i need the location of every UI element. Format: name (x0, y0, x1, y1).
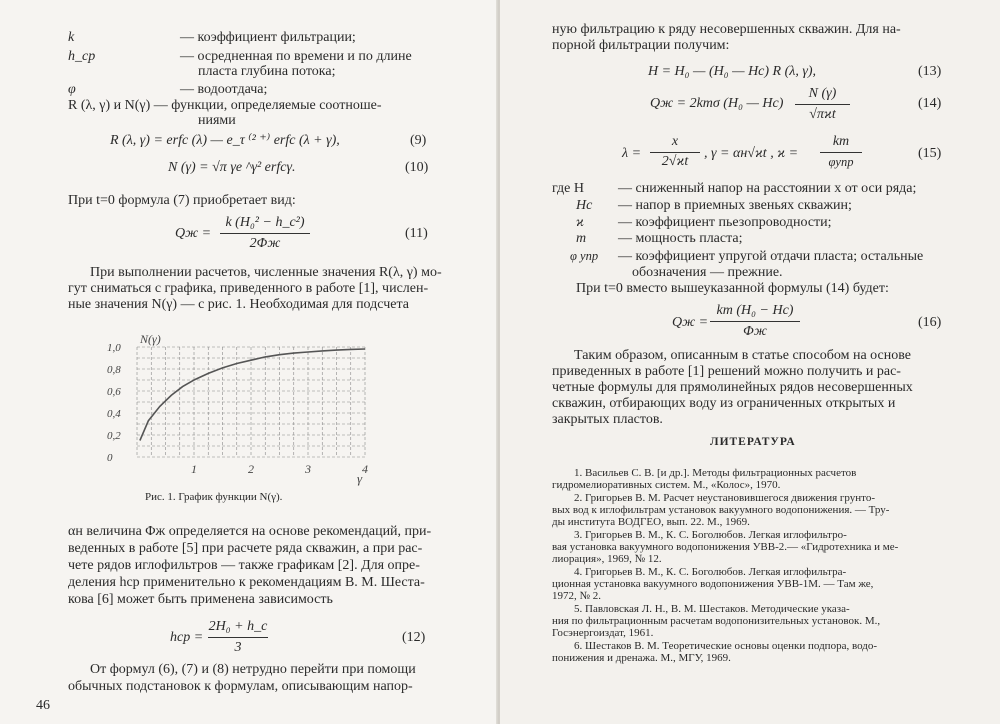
formula-15-lambda: λ = (622, 146, 642, 161)
formula-14-fraction-bar (795, 104, 850, 105)
formula-10: N (γ) = √π γe ^γ² erfcγ. (168, 160, 296, 175)
reference-line: вых вод к иглофильтрам установок вакуумного водопонижения. — Тру- (552, 504, 890, 516)
formula-15-lambda-denominator: 2√ϰt (661, 154, 689, 169)
formula-11-number: (11) (405, 226, 428, 241)
formula-11-numerator: k (H₀² − h_c²) (225, 215, 305, 230)
para3-line1: От формул (6), (7) и (8) нетрудно перейти при помощи (90, 662, 416, 677)
formula-16-left: Qж = (672, 315, 709, 330)
at-t0-text: При t=0 формула (7) приобретает вид: (68, 193, 296, 208)
reference-line: ционная установка вакуумного водопонижения УВВ-1М. — Там же, (552, 578, 874, 590)
formula-14-number: (14) (918, 96, 942, 111)
conclusion-line1: Таким образом, описанным в статье способом на основе (574, 348, 911, 363)
reference-line: 3. Григорьев В. М., К. С. Боголюбов. Легкая иглофильтро- (574, 529, 847, 541)
formula-10-number: (10) (405, 160, 429, 175)
literature-heading: ЛИТЕРАТУРА (710, 436, 796, 448)
def-desc-phi: — водоотдача; (180, 82, 268, 97)
def-desc-k: — коэффициент фильтрации; (180, 30, 356, 45)
reference-line: 5. Павловская Л. Н., В. М. Шестаков. Методические указа- (574, 603, 850, 615)
n-gamma-chart (105, 325, 395, 490)
conclusion-line5: закрытых пластов. (552, 412, 663, 427)
formula-16-number: (16) (918, 315, 942, 330)
where-symbol-phi: φ упр (570, 249, 599, 263)
where-symbol-H: где H (552, 181, 584, 196)
def-symbol-phi: φ (68, 82, 76, 97)
formula-12-left: hср = (170, 630, 204, 645)
n-gamma-curve (140, 349, 365, 441)
formula-16-numerator: km (H₀ − Hc) (716, 303, 794, 318)
formula-15-lambda-numerator: x (671, 134, 679, 149)
chart-y-tick-label: 0,4 (107, 408, 121, 420)
para1-line1: При выполнении расчетов, численные значения R(λ, γ) мо- (90, 265, 442, 280)
functions-line: R (λ, γ) и N(γ) — функции, определяемые соотноше- (68, 98, 382, 113)
reference-line: ния по фильтрационным расчетам водопонизительных установок. М., (552, 615, 881, 627)
chart-xlabel: γ (357, 471, 363, 486)
conclusion-line4: скважин, отбирающих воду из ограниченных открытых и (552, 396, 896, 411)
reference-line: 2. Григорьев В. М. Расчет неустановившегося движения грунто- (574, 492, 875, 504)
where-symbol-Hc: Hc (576, 198, 593, 213)
reference-line: вая установка вакуумного водопонижения УВВ-2.— «Гидротехника и ме- (552, 541, 899, 553)
where-desc-m: — мощность пласта; (618, 231, 743, 246)
formula-15-kappa-denominator: φупр (828, 155, 854, 169)
reference-line: Госэнергоиздат, 1961. (552, 627, 654, 639)
def-desc-hcp-cont: пласта глубина потока; (198, 64, 336, 79)
formula-14-left: Qж = 2kmσ (H₀ — Hc) (650, 96, 784, 111)
where-desc-rest: обозначения — прежние. (632, 265, 783, 280)
formula-11-fraction-bar (220, 233, 310, 234)
where-symbol-m: m (576, 231, 587, 246)
formula-12-numerator: 2H₀ + h_c (208, 619, 268, 634)
where-desc-kappa: — коэффициент пьезопроводности; (618, 215, 832, 230)
formula-14-numerator: N (γ) (808, 86, 837, 101)
right-page (500, 0, 1000, 724)
where-desc-Hc: — напор в приемных звеньях скважин; (618, 198, 852, 213)
left-page (0, 0, 498, 724)
formula-16-denominator: Φж (743, 324, 767, 339)
reference-line: гидромелиоративных систем. М., «Колос», 1970. (552, 479, 781, 491)
formula-9-number: (9) (410, 133, 427, 148)
para1-line3: ные значения N(γ) — с рис. 1. Необходимая для подсчета (68, 297, 409, 312)
where-symbol-kappa: ϰ (576, 215, 584, 230)
formula-13: H = H₀ — (H₀ — Hc) R (λ, γ), (648, 64, 817, 79)
chart-x-tick-label: 3 (305, 462, 311, 476)
figure-caption: Рис. 1. График функции N(γ). (145, 491, 283, 503)
def-desc-hcp: — осредненная по времени и по длине (180, 49, 412, 64)
reference-line: понижения и дренажа. М., МГУ, 1969. (552, 652, 731, 664)
formula-11-left: Qж = (175, 226, 212, 241)
formula-11-denominator: 2Φж (249, 236, 281, 251)
reference-line: 1972, № 2. (552, 590, 601, 602)
chart-x-tick-label: 2 (248, 462, 254, 476)
formula-15-kappa-bar (820, 152, 862, 153)
chart-y-tick-label: 0,6 (107, 386, 121, 398)
conclusion-line2: приведенных в работе [1] решений можно получить и рас- (552, 364, 901, 379)
chart-y-tick-label: 1,0 (107, 342, 121, 354)
para2-line1: αн величина Φж определяется на основе рекомендаций, при- (68, 524, 432, 539)
conclusion-line3: четные формулы для прямолинейных рядов несовершенных (552, 380, 913, 395)
page-number: 46 (36, 698, 50, 713)
para2-line3: чете рядов иглофильтров — также графикам [2]. Для опре- (68, 558, 420, 573)
para2-line4: деления hср применительно к рекомендациям В. М. Шеста- (68, 575, 425, 590)
functions-line-cont: ниями (198, 113, 236, 128)
formula-15-lambda-bar (650, 152, 700, 153)
formula-9: R (λ, γ) = erfc (λ) — e_τ ⁽² ⁺⁾ erfc (λ + γ), (110, 133, 340, 148)
formula-14-denominator: √πϰt (809, 107, 836, 122)
where-desc-phi: — коэффициент упругой отдачи пласта; остальные (618, 249, 924, 264)
intro-line2: порной фильтрации получим: (552, 38, 730, 53)
reference-line: 1. Васильев С. В. [и др.]. Методы фильтрационных расчетов (574, 467, 857, 479)
formula-15-kappa-numerator: km (832, 134, 850, 149)
para2-line5: кова [6] может быть применена зависимость (68, 592, 333, 607)
chart-y-tick-label: 0,2 (107, 430, 121, 442)
para3-line2: обычных подстановок к формулам, описывающим напор- (68, 679, 413, 694)
intro-line1: ную фильтрацию к ряду несовершенных скважин. Для на- (552, 22, 901, 37)
formula-15-number: (15) (918, 146, 942, 161)
para1-line2: гут сниматься с графика, приведенного в работе [1], числен- (68, 281, 429, 296)
reference-line: лиорация», 1969, № 12. (552, 553, 662, 565)
reference-line: 6. Шестаков В. М. Теоретические основы оценки подпора, водо- (574, 640, 878, 652)
chart-x-tick-label: 1 (191, 462, 197, 476)
formula-13-number: (13) (918, 64, 942, 79)
formula-15-gamma: , γ = αн√ϰt , ϰ = (704, 146, 799, 161)
formula-12-denominator: 3 (234, 640, 242, 655)
def-symbol-k: k (68, 30, 75, 45)
reference-line: 4. Григорьев В. М., К. С. Боголюбов. Легкая иглофильтра- (574, 566, 847, 578)
chart-y-tick-label: 0 (107, 452, 113, 464)
chart-y-tick-label: 0,8 (107, 364, 121, 376)
para2-line2: веденных в работе [5] при расчете ряда скважин, а при рас- (68, 541, 423, 556)
formula-12-number: (12) (402, 630, 426, 645)
formula-16-fraction-bar (710, 321, 800, 322)
reference-line: ды института ВОДГЕО, вып. 22. М., 1969. (552, 516, 750, 528)
formula-12-fraction-bar (208, 637, 268, 638)
where-desc-H: — сниженный напор на расстоянии x от оси ряда; (618, 181, 917, 196)
def-symbol-hcp: h_ср (68, 49, 96, 64)
at-t0-text-right: При t=0 вместо вышеуказанной формулы (14) будет: (576, 281, 889, 296)
chart-x-tick-label: 4 (362, 462, 368, 476)
chart-ylabel: N(γ) (140, 332, 161, 346)
